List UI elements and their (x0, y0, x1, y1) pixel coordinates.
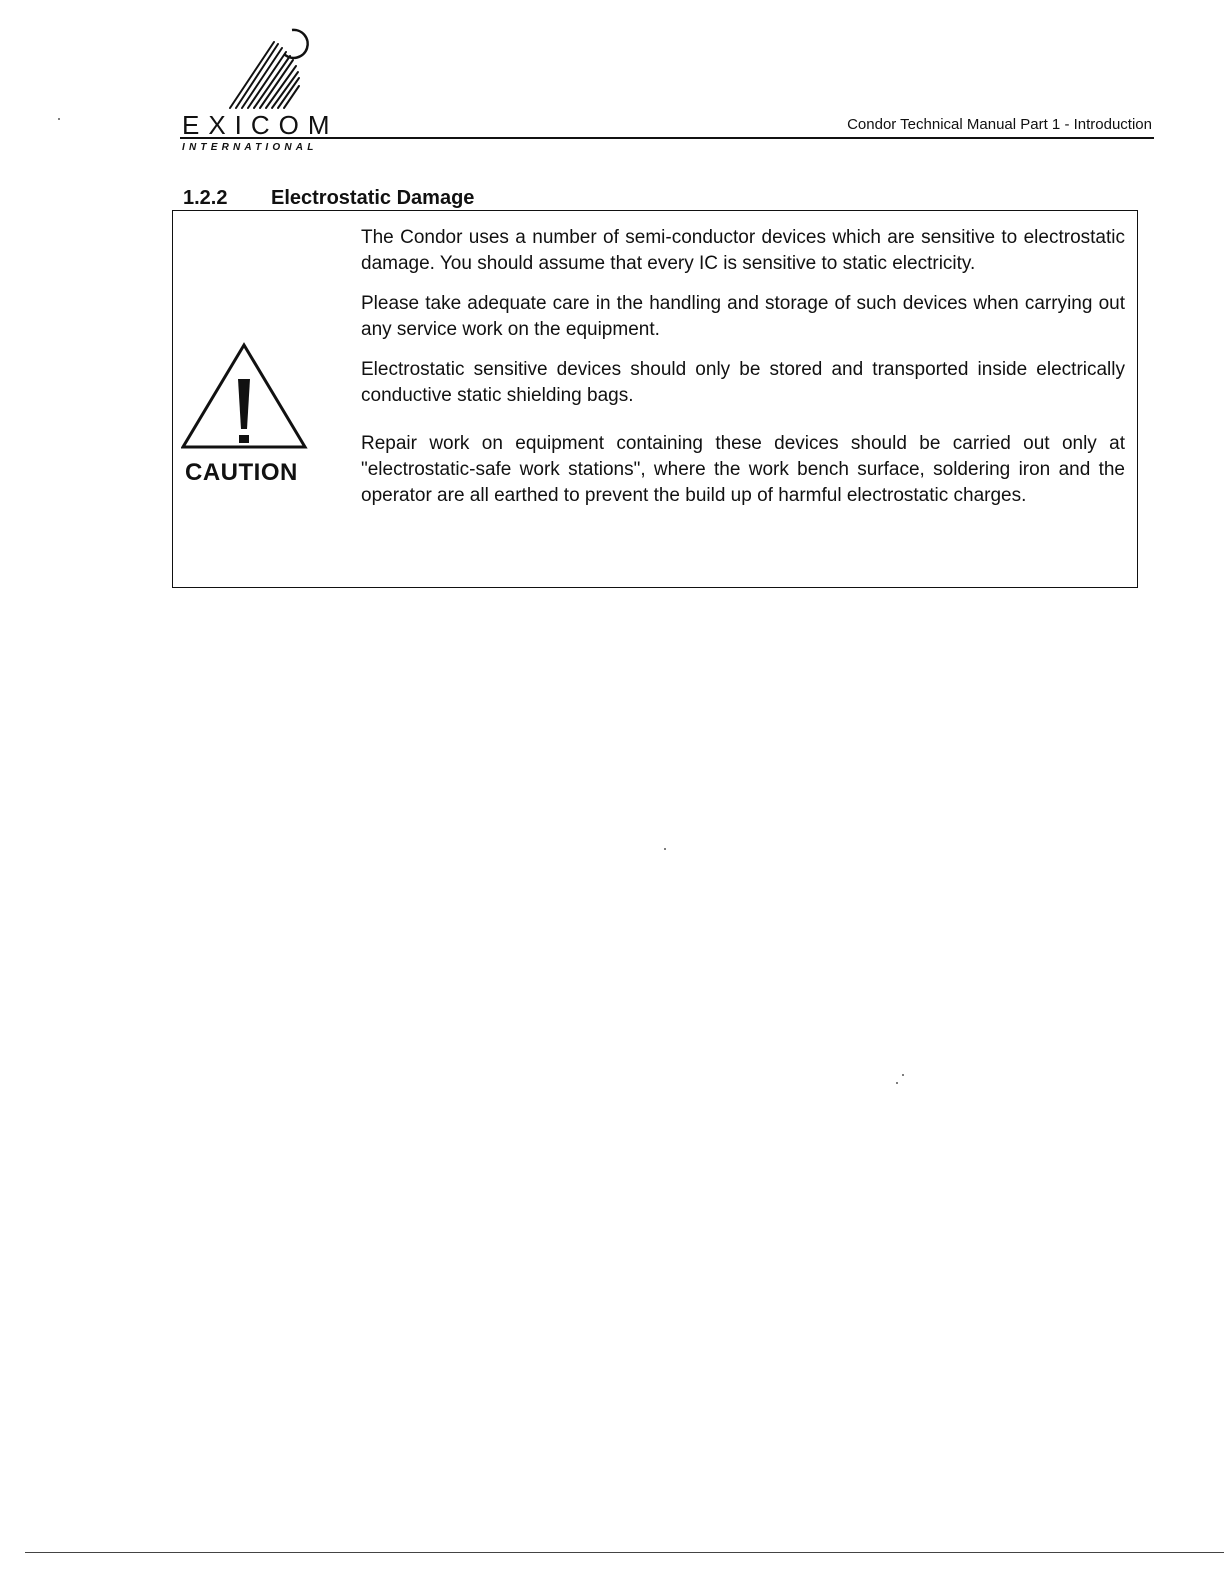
running-header-title: Condor Technical Manual Part 1 - Introduction (847, 116, 1152, 133)
scan-speck (902, 1074, 904, 1076)
warning-triangle-icon (181, 339, 311, 454)
scan-speck (58, 118, 60, 120)
scan-speck (896, 1082, 898, 1084)
section-title: Electrostatic Damage (271, 187, 475, 209)
caution-body (361, 225, 1125, 509)
caution-sidebar (181, 339, 311, 489)
scan-speck (664, 848, 666, 850)
caution-paragraph: The Condor uses a number of semi-conductor devices which are sensitive to electrostatic damage. You should assume that every IC is sensitive to static electricity. (361, 227, 1125, 274)
logo-wordmark: EXICOM (182, 110, 339, 140)
caution-paragraph: Electrostatic sensitive devices should only be stored and transported inside electrically conductive static shielding bags. (361, 359, 1125, 406)
caution-paragraph: Please take adequate care in the handling and storage of such devices when carrying out any service work on the equipment. (361, 293, 1125, 340)
exicom-logo (180, 22, 355, 153)
header-divider (180, 137, 1154, 139)
section-heading (183, 188, 474, 208)
footer-divider (25, 1552, 1224, 1553)
caution-box (172, 210, 1138, 588)
logo-subtitle: INTERNATIONAL (182, 142, 318, 153)
section-number: 1.2.2 (183, 187, 228, 209)
caution-label: CAUTION (185, 459, 298, 486)
caution-paragraph: Repair work on equipment containing these devices should be carried out only at "electrostatic-safe work stations", where the work bench surface, soldering iron and the operator are all earthed to prevent the build up of harmful electrostatic charges. (361, 433, 1125, 506)
exicom-logo-mark-icon (180, 22, 355, 114)
